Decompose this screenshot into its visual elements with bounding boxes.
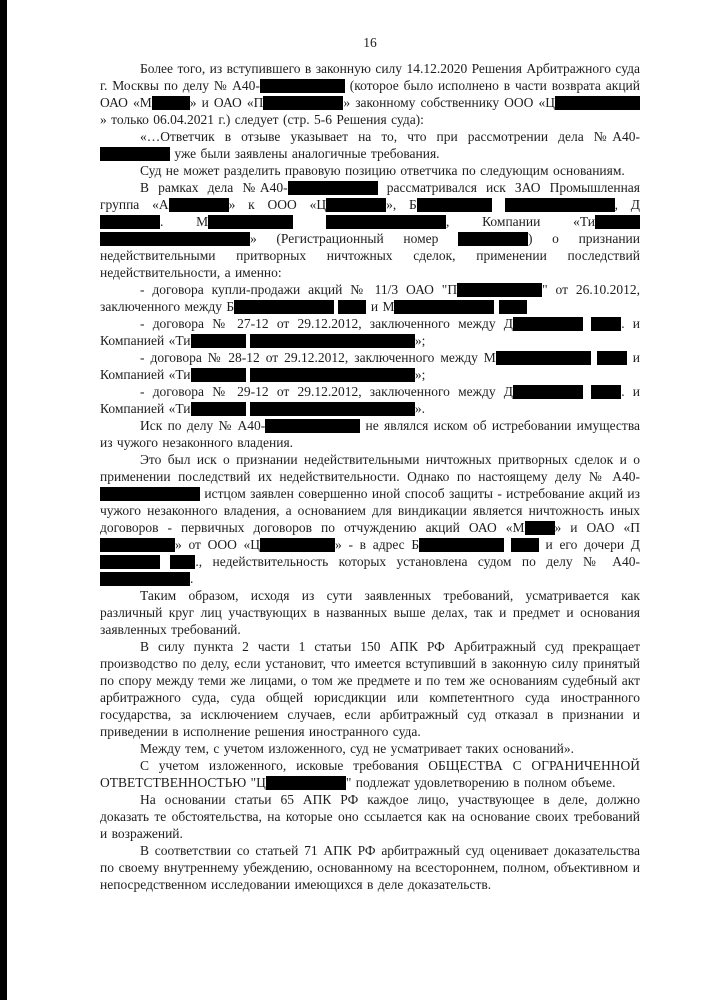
redaction-box (265, 419, 360, 433)
redaction-box (100, 487, 200, 501)
redaction-box (555, 96, 640, 110)
redaction-box (591, 385, 621, 399)
redaction-box (525, 521, 555, 535)
paragraph: Более того, из вступившего в законную силу 14.12.2020 Решения Арбитражного суда г. Москвы по делу № А40- (которое было исполнено в части возврата акций ОАО «М » и ОАО «П » законному собственнику ООО «Ц» только 06.04.2021 г.) следует (стр. 5-6 Решения суда): (100, 61, 641, 127)
redaction-box (505, 198, 615, 212)
paragraph: С учетом изложенного, исковые требования ОБЩЕСТВА С ОГРАНИЧЕННОЙ ОТВЕТСТВЕННОСТЬЮ "Ц " подлежат удовлетворению в полном объеме. (100, 758, 640, 790)
redaction-box (458, 232, 528, 246)
document-body (100, 60, 640, 893)
redaction-box (457, 283, 542, 297)
redaction-box (499, 300, 527, 314)
paragraph: В силу пункта 2 части 1 статьи 150 АПК РФ Арбитражный суд прекращает производство по делу, если установит, что имеется вступивший в законную силу принятый по спору между теми же лицами, о том же предмете и по тем же основаниям судебный акт арбитражного суда, суда общей юрисдикции или компетентного суда иностранного государства, за исключением случаев, если арбитражный суд отказал в признании и приведении в исполнение решения иностранного суда. (100, 639, 640, 739)
paragraph: - договора № 27-12 от 29.12.2012, заключенного между Д . и Компанией «Ти »; (100, 316, 641, 348)
document-content (100, 34, 640, 893)
redaction-box (191, 334, 246, 348)
redaction-box (496, 351, 591, 365)
redaction-box (513, 385, 583, 399)
redaction-box (100, 147, 170, 161)
redaction-box (170, 555, 195, 569)
redaction-box (208, 215, 293, 229)
redaction-box (595, 215, 640, 229)
paragraph: - договора № 28-12 от 29.12.2012, заключенного между М и Компанией «Ти »; (100, 350, 641, 382)
redaction-box (419, 538, 504, 552)
page-number: 16 (363, 35, 377, 50)
redaction-box (394, 300, 494, 314)
redaction-box (513, 317, 583, 331)
redaction-box (100, 555, 160, 569)
paragraph: Между тем, с учетом изложенного, суд не усматривает таких оснований». (140, 741, 574, 756)
paragraph: В соответствии со статьей 71 АПК РФ арбитражный суд оценивает доказательства по своему внутреннему убеждению, основанному на всестороннем, полном, объективном и непосредственном исследовании имеющихся в деле доказательств. (100, 843, 640, 892)
paragraph: - договора купли-продажи акций № 11/3 ОАО "П " от 26.10.2012, заключенного между Б и М (100, 282, 641, 314)
paragraph: Это был иск о признании недействительными ничтожных притворных сделок и о применении последствий их недействительности. Однако по настоящему делу № А40- истцом заявлен совершенно иной способ защиты - истребование акций из чужого незаконного владения, а основанием для виндикации является ничтожность иных договоров - первичных договоров по отчуждению акций ОАО «М » и ОАО «П» от ООО «Ц » - в адрес Б и его дочери Д ., недействительность которых установлена судом по делу № А40-. (100, 452, 641, 586)
redaction-box (100, 572, 190, 586)
paragraph: Иск по делу № А40- не являлся иском об истребовании имущества из чужого незаконного владения. (100, 418, 641, 450)
redaction-box (260, 79, 345, 93)
redaction-box (597, 351, 627, 365)
redaction-box (338, 300, 366, 314)
redaction-box (100, 215, 160, 229)
redaction-box (152, 96, 190, 110)
redaction-box (250, 368, 415, 382)
redaction-box (250, 334, 415, 348)
paragraph: «…Ответчик в отзыве указывает на то, что при рассмотрении дела №А40- уже были заявлены аналогичные требования. (100, 128, 640, 162)
redaction-box (234, 300, 334, 314)
redaction-box (100, 538, 175, 552)
paragraph: В рамках дела №А40- рассматривался иск ЗАО Промышленная группа «А » к ООО «Ц », Б , Д. М , Компании «Ти » (Регистрационный номер ) о признании недействительными притворных ничтожных сделок, применении последствий недействительности, а именно: (100, 180, 640, 280)
paragraph: - договора № 29-12 от 29.12.2012, заключенного между Д . и Компанией «Ти ». (100, 384, 641, 416)
redaction-box (288, 181, 378, 195)
redaction-box (191, 368, 246, 382)
redaction-box (263, 96, 343, 110)
redaction-box (591, 317, 621, 331)
redaction-box (169, 198, 229, 212)
redaction-box (100, 232, 250, 246)
redaction-box (417, 198, 492, 212)
redaction-box (511, 538, 539, 552)
redaction-box (326, 198, 386, 212)
redaction-box (260, 538, 335, 552)
paragraph: На основании статьи 65 АПК РФ каждое лицо, участвующее в деле, должно доказать те обстоятельства, на которые оно ссылается как на основание своих требований и возражений. (100, 792, 640, 841)
redaction-box (191, 402, 246, 416)
redaction-box (266, 776, 346, 790)
scan-edge-artifact (0, 0, 7, 1000)
paragraph: Таким образом, исходя из сути заявленных требований, усматривается как различный круг лиц участвующих в названных выше делах, так и предмет и основания заявленных требований. (100, 588, 640, 637)
redaction-box (326, 215, 446, 229)
redaction-box (250, 402, 415, 416)
paragraph: Суд не может разделить правовую позицию ответчика по следующим основаниям. (140, 163, 625, 178)
